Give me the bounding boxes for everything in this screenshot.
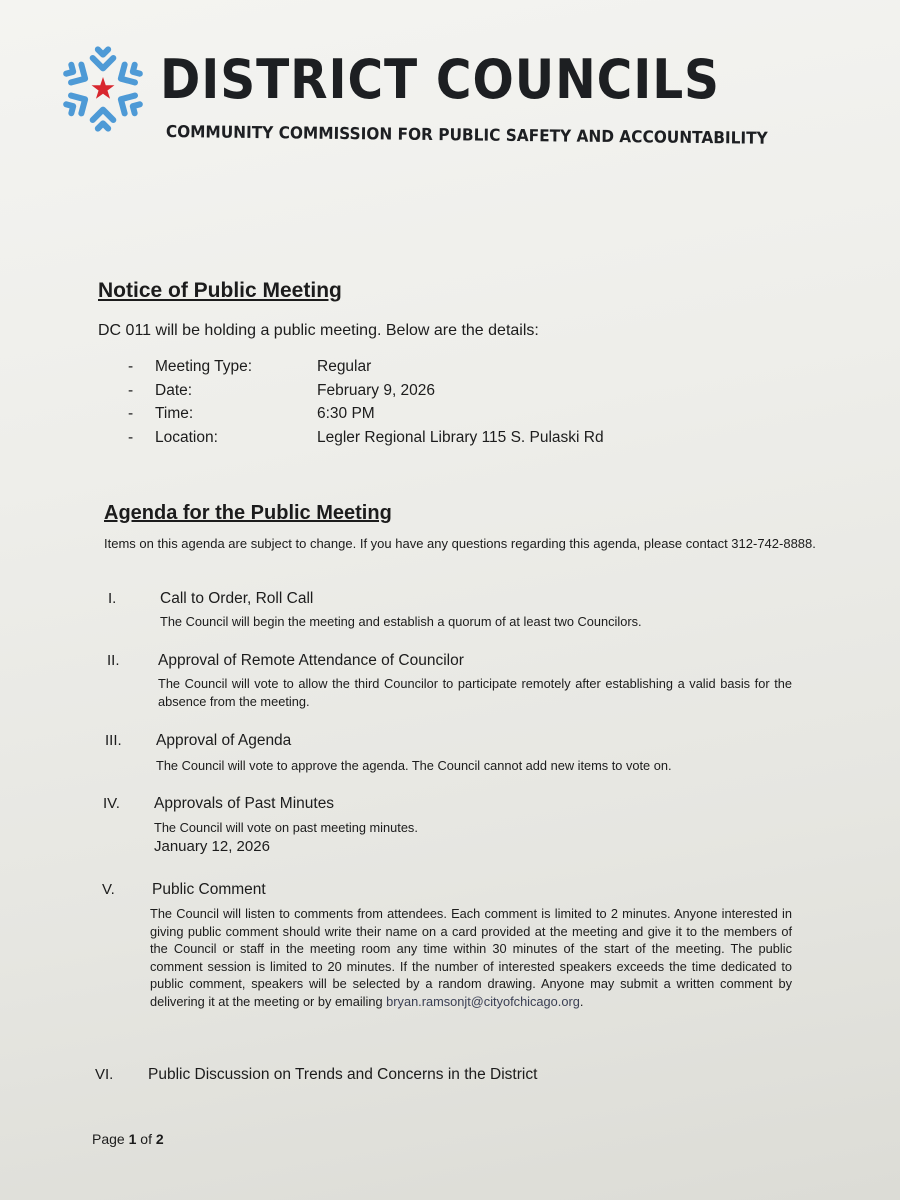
notice-heading: Notice of Public Meeting — [98, 279, 342, 302]
page-word: Page — [92, 1131, 125, 1147]
agenda-item-number: VI. — [95, 1066, 114, 1083]
detail-label: Meeting Type: — [155, 358, 253, 375]
contact-email-link[interactable]: bryan.ramsonjt@cityofchicago.org — [386, 993, 580, 1009]
list-dash: - — [128, 405, 134, 422]
letterhead — [60, 40, 840, 170]
agenda-item-description: The Council will vote to allow the third Councilor to participate remotely after establishing a valid basis for the absence from the meeting. — [158, 676, 792, 709]
detail-label: Time: — [155, 405, 194, 422]
detail-meeting-type — [128, 358, 728, 382]
agenda-item-number: V. — [102, 881, 115, 898]
agenda-item-title: Call to Order, Roll Call — [160, 590, 314, 607]
agenda-item-description: The Council will begin the meeting and establish a quorum of at least two Councilors. — [160, 614, 642, 629]
detail-location — [128, 429, 728, 453]
agenda-item-description: The Council will vote to approve the agenda. The Council cannot add new items to vote on. — [156, 758, 672, 773]
agenda-heading: Agenda for the Public Meeting — [104, 502, 392, 524]
notice-intro: DC 011 will be holding a public meeting. Below are the details: — [98, 322, 539, 339]
agenda-item-number: II. — [107, 652, 120, 669]
of-word: of — [140, 1131, 152, 1147]
page-subtitle: COMMUNITY COMMISSION FOR PUBLIC SAFETY AND ACCOUNTABILITY — [165, 122, 768, 148]
list-dash: - — [128, 381, 134, 399]
public-comment-text: The Council will listen to comments from attendees. Each comment is limited to 2 minutes. Anyone interested in giving public comment should write their name on a card provided at the meeting and give it to the members of the Council or staff in the meeting room any time within 30 minutes of the start of the meeting. The public comment session is limited to 20 minutes. If the number of interested speakers exceeds the time dedicated to public comment, speakers will be selected by a random drawing. Anyone may submit a written comment by delivering it at the meeting or by emailing — [150, 906, 792, 1009]
page-title: DISTRICT COUNCILS — [160, 48, 720, 111]
total-pages: 2 — [155, 1131, 164, 1147]
current-page: 1 — [128, 1131, 137, 1147]
agenda-item-title: Approvals of Past Minutes — [154, 795, 335, 812]
detail-date — [128, 382, 728, 406]
detail-time — [128, 405, 728, 429]
page-number — [92, 1131, 164, 1147]
star-snowflake-logo-icon — [60, 46, 146, 132]
agenda-item-number: III. — [105, 732, 122, 749]
agenda-note: Items on this agenda are subject to change. If you have any questions regarding this agenda, please contact 312-742-8888. — [104, 536, 816, 551]
agenda-item-description — [150, 905, 792, 1010]
agenda-item-number: I. — [108, 590, 117, 607]
detail-value: Regular — [317, 358, 372, 375]
detail-value: 6:30 PM — [317, 405, 375, 422]
minutes-date: January 12, 2026 — [154, 838, 270, 855]
list-dash: - — [128, 428, 134, 446]
meeting-details-list — [128, 358, 728, 452]
agenda-item-description: The Council will vote on past meeting minutes. — [154, 820, 418, 835]
agenda-item-number: IV. — [103, 795, 120, 812]
detail-value: February 9, 2026 — [317, 381, 436, 399]
agenda-item-title: Approval of Agenda — [156, 732, 292, 749]
detail-label: Date: — [155, 381, 193, 399]
detail-label: Location: — [155, 428, 218, 446]
agenda-item-title: Public Comment — [152, 881, 266, 898]
agenda-item-title: Approval of Remote Attendance of Councilor — [158, 652, 464, 669]
agenda-item-title: Public Discussion on Trends and Concerns in the District — [148, 1066, 538, 1083]
detail-value: Legler Regional Library 115 S. Pulaski Rd — [317, 428, 604, 446]
sentence-period: . — [579, 993, 584, 1009]
list-dash: - — [128, 358, 134, 375]
